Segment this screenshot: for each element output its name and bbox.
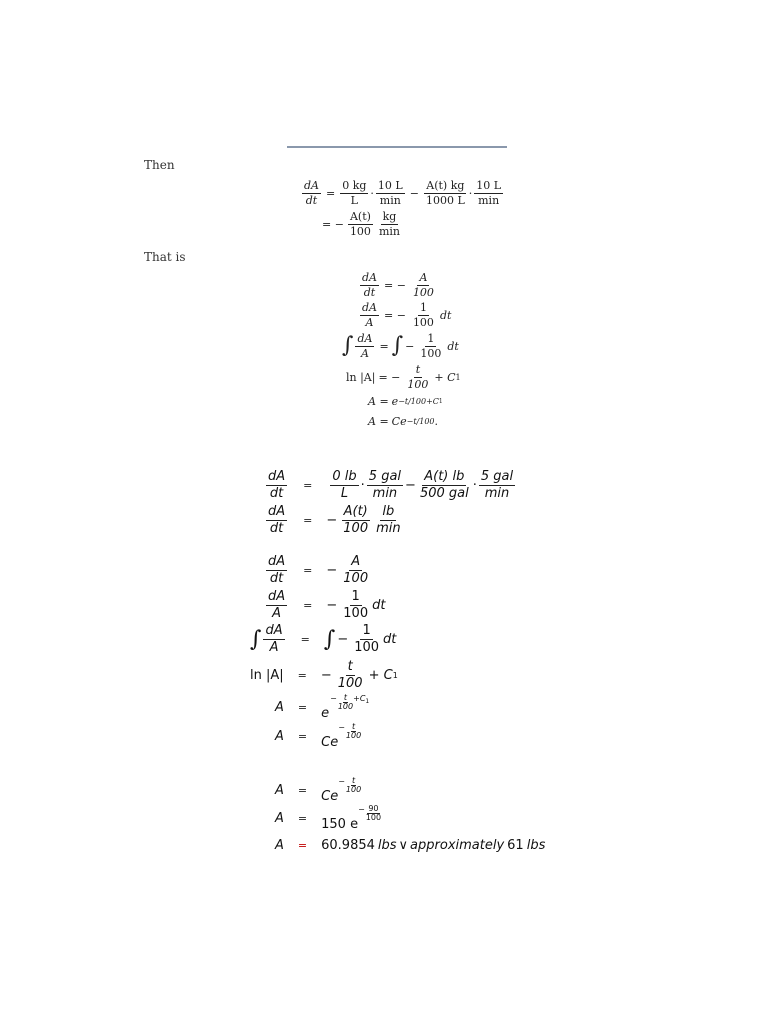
then-label: Then <box>144 158 175 172</box>
typed-eq-b1-row1: $\frac{dA}{dt}$ = $\frac{0 lb}{L}$ · $\frac{\text{5 gal}}{\min}$ − $\frac{A(t) lb}{\text{500 gal}}$ · $\frac{\text{5 gal}}{\min}$ <box>268 469 514 502</box>
image-eq-m3: ∫ $\frac{dA}{A}$ = ∫ − $\frac{1}{100}$ dt <box>342 332 459 360</box>
image-eq-line-2: = − $\frac{A(t)}{100}$ $\frac{kg}{\min}$ <box>322 210 400 238</box>
typed-eq-b2-row3: ∫ $\frac{dA}{A}$ = ∫ − $\frac{1}{100}$ dt <box>250 623 397 656</box>
typed-eq-b3-row2: A = 150 e − $\frac{90}{100}$ <box>275 804 382 832</box>
typed-eq-b2-row4: ln |A| = − $\frac{t}{100}$ + C 1 <box>250 659 398 692</box>
typed-eq-b2-row1: $\frac{dA}{dt}$ = − $\frac{A}{100}$ <box>268 554 369 587</box>
image-eq-line-1: $\frac{dA}{dt}$ = $\frac{0 kg}{L}$ · $\frac{10 L}{\min}$ − $\frac{A(t) kg}{1000 L}$ · $\frac{10 L}{\min}$ <box>304 179 502 207</box>
typed-eq-b2-row2: $\frac{dA}{A}$ = − $\frac{1}{100}$ dt <box>268 589 386 622</box>
typed-eq-b3-row1: A = Ce − $\frac{t}{100}$ <box>275 776 362 804</box>
image-eq-m4: ln |A| = − $\frac{t}{100}$ + C 1 <box>346 363 461 391</box>
typed-eq-b2-row5: A = e − $\frac{t}{100}$ +C 1 <box>275 693 370 721</box>
divider-rule <box>287 146 507 148</box>
typed-eq-b1-row2: $\frac{dA}{dt}$ = − $\frac{A(t)}{100}$ $\frac{lb}{\min}$ <box>268 504 401 537</box>
image-eq-m2: $\frac{dA}{A}$ = − $\frac{1}{100}$ dt <box>362 301 452 329</box>
that-is-label: That is <box>144 250 186 264</box>
image-eq-m6: A = Ce −t/100 . <box>368 415 438 428</box>
typed-eq-b2-row6: A = Ce − $\frac{t}{100}$ <box>275 722 362 750</box>
image-eq-m5: A = e −t/100+C 1 <box>368 395 443 408</box>
typed-eq-b3-row3: A = 60.9854 lbs ∨ approximately 61 lbs <box>275 838 546 853</box>
image-eq-m1: $\frac{dA}{dt}$ = − $\frac{A}{100}$ <box>362 271 434 299</box>
